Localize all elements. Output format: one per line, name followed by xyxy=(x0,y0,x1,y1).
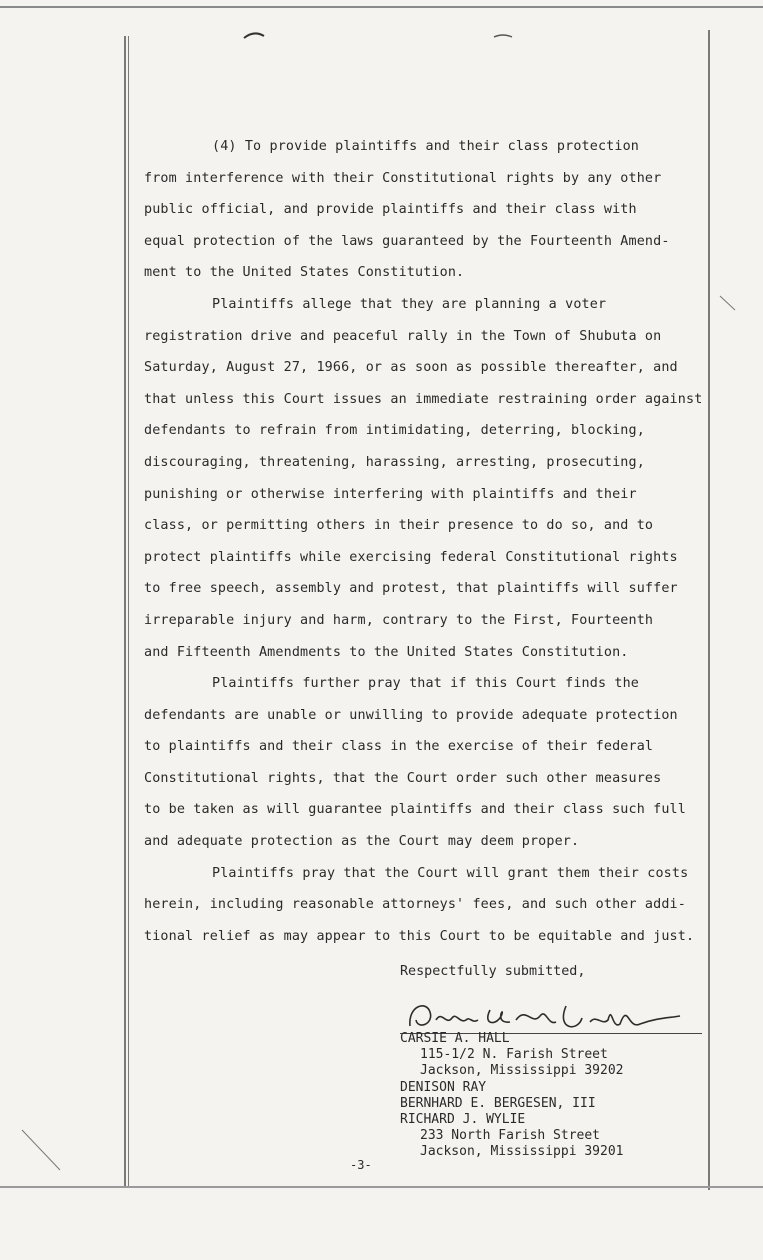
body-line: Plaintiffs allege that they are planning a voter xyxy=(212,296,607,312)
body-line: tional relief as may appear to this Court to be equitable and just. xyxy=(144,928,695,944)
body-line: from interference with their Constitutional rights by any other xyxy=(144,170,662,186)
body-line: and adequate protection as the Court may deem proper. xyxy=(144,834,580,850)
body-line: to free speech, assembly and protest, that plaintiffs will suffer xyxy=(144,581,678,597)
document-body xyxy=(144,131,714,952)
body-line: punishing or otherwise interfering with plaintiffs and their xyxy=(144,486,637,502)
counsel-name: BERNHARD E. BERGESEN, III xyxy=(400,1095,596,1111)
counsel-address-line: 115-1/2 N. Farish Street xyxy=(420,1047,608,1063)
signature xyxy=(406,996,706,1036)
counsel-address-line: Jackson, Mississippi 39201 xyxy=(420,1144,624,1160)
page-number: -3- xyxy=(350,1158,372,1172)
counsel-address-line: 233 North Farish Street xyxy=(420,1128,601,1144)
body-line: protect plaintiffs while exercising federal Constitutional rights xyxy=(144,549,678,565)
body-line: to plaintiffs and their class in the exercise of their federal xyxy=(144,739,654,755)
counsel-name: DENISON RAY xyxy=(400,1079,487,1095)
body-line: Plaintiffs further pray that if this Court finds the xyxy=(212,676,640,692)
body-line: class, or permitting others in their presence to do so, and to xyxy=(144,518,654,534)
body-line: Constitutional rights, that the Court order such other measures xyxy=(144,770,662,786)
body-line: herein, including reasonable attorneys' fees, and such other addi- xyxy=(144,897,686,913)
closing-line: Respectfully submitted, xyxy=(400,964,586,979)
counsel-name: RICHARD J. WYLIE xyxy=(400,1112,526,1128)
body-line: defendants to refrain from intimidating, deterring, blocking, xyxy=(144,423,645,439)
counsel-address-line: Jackson, Mississippi 39202 xyxy=(420,1063,624,1079)
body-line: and Fifteenth Amendments to the United States Constitution. xyxy=(144,644,629,660)
body-line: public official, and provide plaintiffs and their class with xyxy=(144,202,637,218)
body-line: Saturday, August 27, 1966, or as soon as possible thereafter, and xyxy=(144,360,678,376)
body-line: to be taken as will guarantee plaintiffs and their class such full xyxy=(144,802,686,818)
body-line: defendants are unable or unwilling to provide adequate protection xyxy=(144,707,678,723)
body-line: irreparable injury and harm, contrary to the First, Fourteenth xyxy=(144,612,654,628)
body-line: registration drive and peaceful rally in the Town of Shubuta on xyxy=(144,328,662,344)
body-line: ment to the United States Constitution. xyxy=(144,265,465,281)
body-line: Plaintiffs pray that the Court will grant them their costs xyxy=(212,865,689,881)
counsel-name: CARSIE A. HALL xyxy=(400,1031,510,1046)
body-line: (4) To provide plaintiffs and their class protection xyxy=(212,139,640,154)
body-line: equal protection of the laws guaranteed by the Fourteenth Amend- xyxy=(144,233,670,249)
body-line: that unless this Court issues an immediate restraining order against xyxy=(144,391,703,407)
body-line: discouraging, threatening, harassing, arresting, prosecuting, xyxy=(144,454,645,470)
counsel-block xyxy=(400,1031,624,1161)
